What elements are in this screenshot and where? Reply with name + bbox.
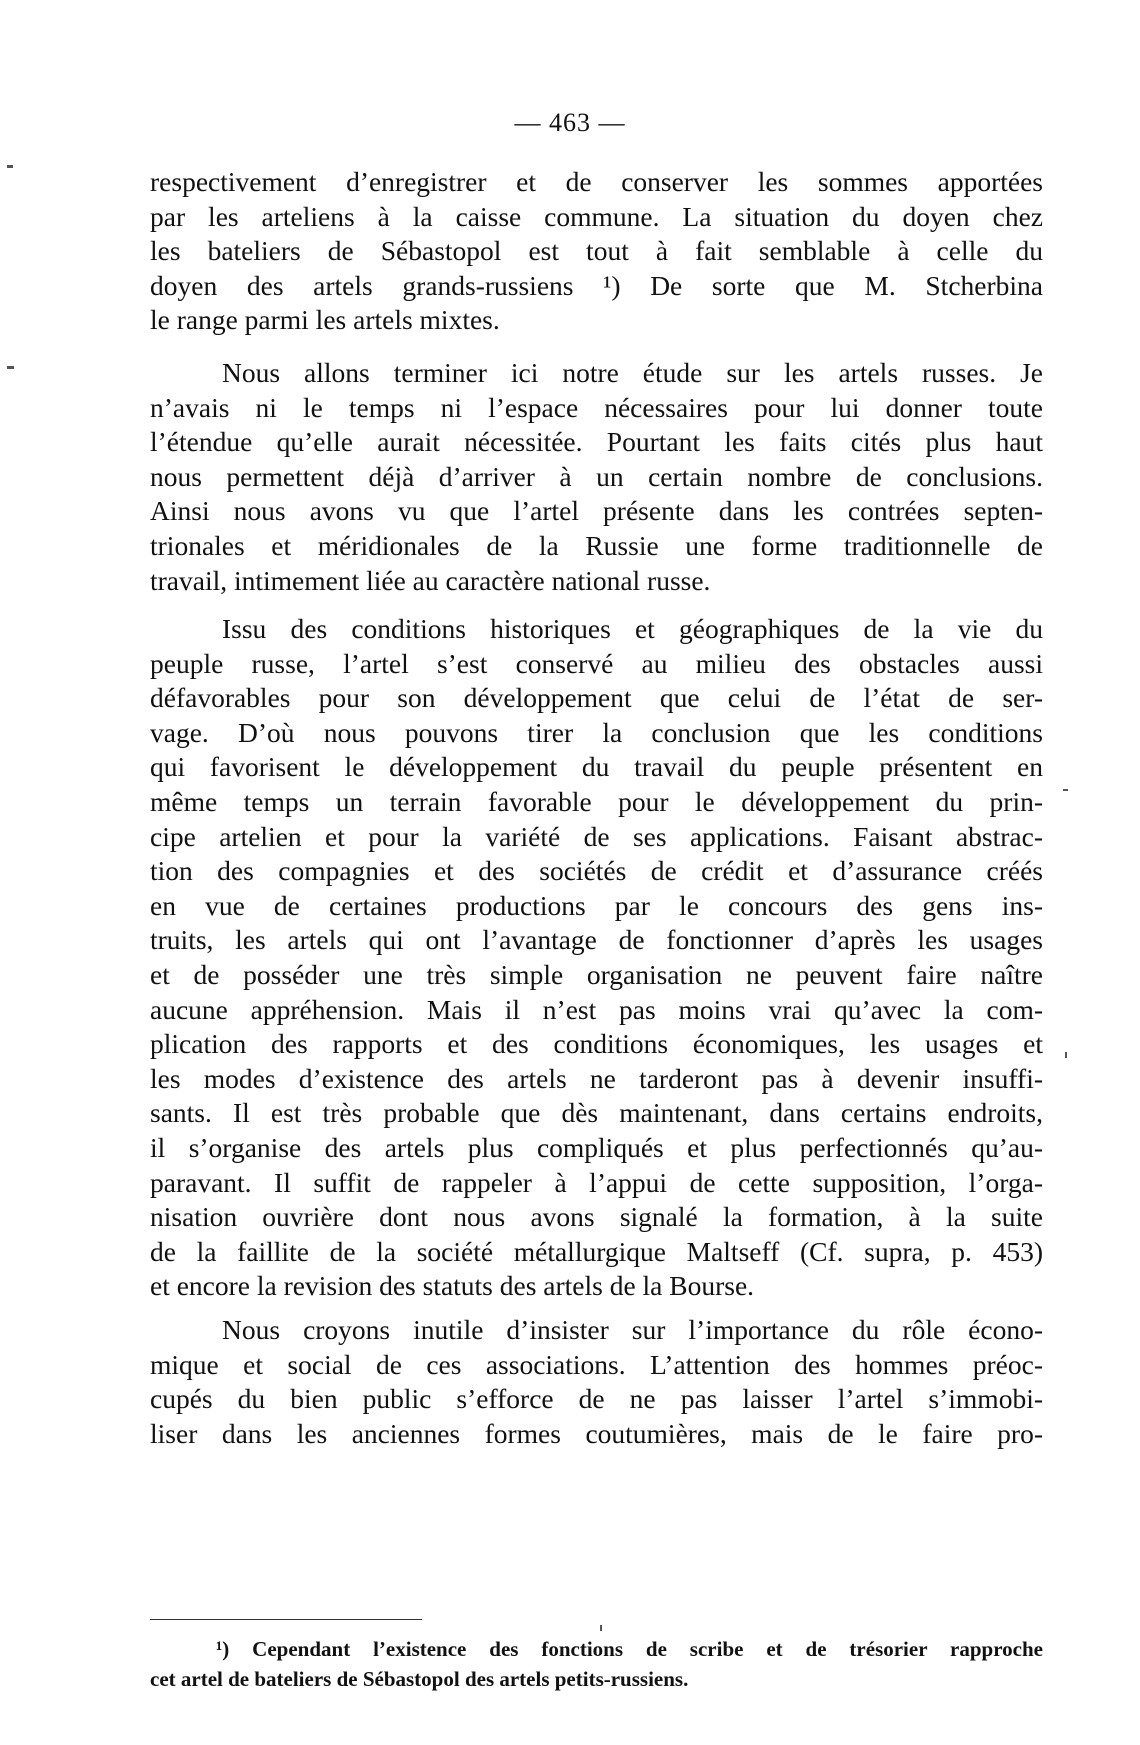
text-line: cupés du bien public s’efforce de ne pas laisser l’artel s’immobi- [150, 1383, 1043, 1415]
footnote [150, 1634, 1043, 1694]
text-line: mique et social de ces associations. L’attention des hommes préoc- [150, 1348, 1043, 1380]
paragraph-3 [150, 612, 1043, 1304]
text-line: plication des rapports et des conditions économiques, les usages et [150, 1028, 1043, 1060]
paragraph-2 [150, 356, 1043, 598]
text-line: peuple russe, l’artel s’est conservé au milieu des obstacles aussi [150, 647, 1043, 679]
text-line: l’étendue qu’elle aurait nécessitée. Pourtant les faits cités plus haut [150, 426, 1043, 458]
text-line: Issu des conditions historiques et géographiques de la vie du [222, 613, 1043, 644]
text-line: Nous allons terminer ici notre étude sur les artels russes. Je [222, 357, 1043, 388]
text-line: cipe artelien et pour la variété de ses applications. Faisant abstrac- [150, 820, 1043, 852]
text-line: travail, intimement liée au caractère national russe. [150, 564, 711, 596]
page-number: — 463 — [514, 108, 626, 137]
text-line: Nous croyons inutile d’insister sur l’importance du rôle écono- [222, 1314, 1043, 1345]
text-line: il s’organise des artels plus compliqués et plus perfectionnés qu’au- [150, 1131, 1043, 1163]
text-line: les modes d’existence des artels ne tarderont pas à devenir insuffi- [150, 1062, 1043, 1094]
scan-speck [1063, 789, 1068, 791]
scan-speck [1065, 1052, 1067, 1058]
scan-speck [7, 165, 13, 168]
text-line: et encore la revision des statuts des artels de la Bourse. [150, 1270, 755, 1302]
text-line: vage. D’où nous pouvons tirer la conclusion que les conditions [150, 716, 1043, 748]
text-line: le range parmi les artels mixtes. [150, 304, 500, 336]
text-line: n’avais ni le temps ni l’espace nécessaires pour lui donner toute [150, 391, 1043, 423]
text-line: et de posséder une très simple organisation ne peuvent faire naître [150, 958, 1043, 990]
text-line: aucune appréhension. Mais il n’est pas moins vrai qu’avec la com- [150, 993, 1043, 1025]
text-line: doyen des artels grands-russiens ¹) De sorte que M. Stcherbina [150, 269, 1043, 301]
paragraph-4 [150, 1313, 1043, 1451]
text-line: tion des compagnies et des sociétés de crédit et d’assurance créés [150, 855, 1043, 887]
text-line: par les arteliens à la caisse commune. La situation du doyen chez [150, 200, 1043, 232]
text-line: les bateliers de Sébastopol est tout à fait semblable à celle du [150, 235, 1043, 267]
text-line: sants. Il est très probable que dès maintenant, dans certains endroits, [150, 1097, 1043, 1129]
text-line: respectivement d’enregistrer et de conserver les sommes apportées [150, 166, 1043, 197]
text-line: défavorables pour son développement que celui de l’état de ser- [150, 682, 1043, 714]
footnote-divider [150, 1619, 422, 1620]
text-line: de la faillite de la société métallurgique Maltseff (Cf. supra, p. 453) [150, 1235, 1043, 1267]
footnote-line: cet artel de bateliers de Sébastopol des artels petits-russiens. [150, 1667, 689, 1691]
footnote-line: ¹) Cependant l’existence des fonctions de scribe et de trésorier rapproche [216, 1637, 1043, 1661]
text-line: truits, les artels qui ont l’avantage de fonctionner d’après les usages [150, 924, 1043, 956]
text-line: nous permettent déjà d’arriver à un certain nombre de conclusions. [150, 460, 1043, 492]
text-line: trionales et méridionales de la Russie une forme traditionnelle de [150, 529, 1043, 561]
text-line: qui favorisent le développement du travail du peuple présentent en [150, 751, 1043, 783]
scan-speck [7, 366, 14, 369]
paragraph-1 [150, 165, 1043, 338]
text-line: nisation ouvrière dont nous avons signalé la formation, à la suite [150, 1201, 1043, 1233]
text-line: paravant. Il suffit de rappeler à l’appui de cette supposition, l’orga- [150, 1166, 1043, 1198]
text-line: liser dans les anciennes formes coutumières, mais de le faire pro- [150, 1417, 1043, 1449]
text-line: même temps un terrain favorable pour le développement du prin- [150, 785, 1043, 817]
scan-speck [600, 1625, 602, 1631]
text-line: Ainsi nous avons vu que l’artel présente dans les contrées septen- [150, 495, 1043, 527]
text-line: en vue de certaines productions par le concours des gens ins- [150, 889, 1043, 921]
